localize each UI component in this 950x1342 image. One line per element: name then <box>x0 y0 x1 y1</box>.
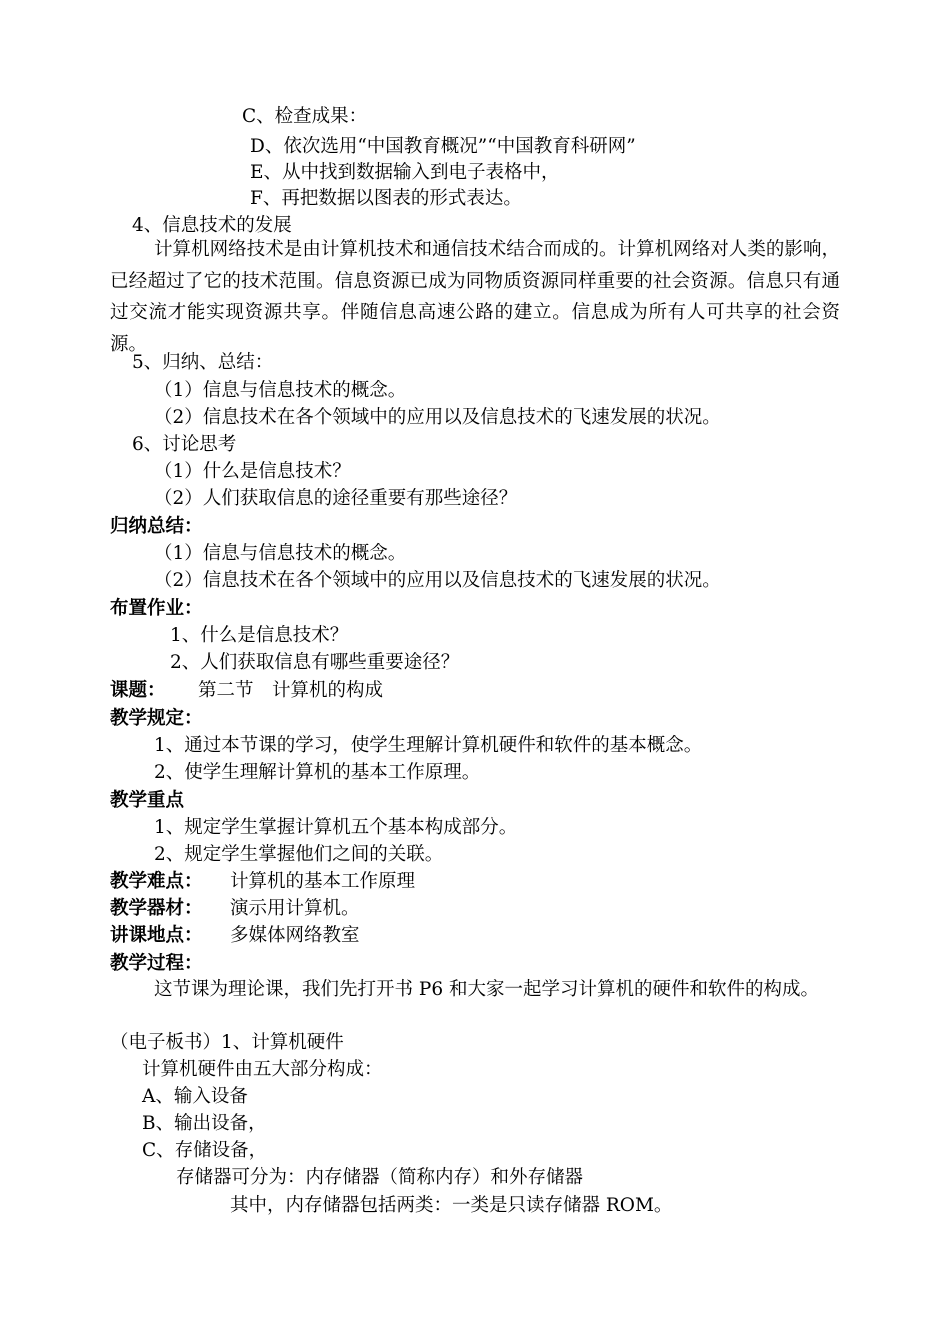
summary-item-2: （2）信息技术在各个领域中的应用以及信息技术的飞速发展的状况。 <box>154 570 721 591</box>
requirements-item-2: 2、使学生理解计算机的基本工作原理。 <box>154 762 481 783</box>
focus-item-2: 2、规定学生掌握他们之间的关联。 <box>154 844 444 865</box>
equipment-label: 教学器材： <box>110 898 203 919</box>
step-f-chart-data: F、再把数据以图表的形式表达。 <box>250 188 522 209</box>
section-5-title: 5、归纳、总结： <box>132 352 274 373</box>
hardware-item-a: A、输入设备 <box>142 1086 248 1107</box>
topic-label: 课题： <box>110 680 166 701</box>
difficulty-label: 教学难点： <box>110 871 203 892</box>
focus-item-1: 1、规定学生掌握计算机五个基本构成部分。 <box>154 817 518 838</box>
hardware-intro: 计算机硬件由五大部分构成： <box>142 1059 383 1080</box>
topic-value: 第二节 计算机的构成 <box>198 680 384 701</box>
difficulty-value: 计算机的基本工作原理 <box>230 871 416 892</box>
section-6-title: 6、讨论思考 <box>132 434 237 455</box>
process-paragraph: 这节课为理论课，我们先打开书 P6 和大家一起学习计算机的硬件和软件的构成。 <box>154 979 819 1000</box>
summary-item-1: （1）信息与信息技术的概念。 <box>154 543 407 564</box>
section-5-item-2: （2）信息技术在各个领域中的应用以及信息技术的飞速发展的状况。 <box>154 407 721 428</box>
hardware-item-b: B、输出设备， <box>142 1113 267 1134</box>
location-value: 多媒体网络教室 <box>230 925 360 946</box>
homework-item-1: 1、什么是信息技术？ <box>170 625 349 646</box>
equipment-value: 演示用计算机。 <box>230 898 360 919</box>
homework-item-2: 2、人们获取信息有哪些重要途径？ <box>170 652 460 673</box>
step-d-select-sites: D、依次选用“中国教育概况”“中国教育科研网” <box>250 136 636 157</box>
section-6-item-2: （2）人们获取信息的途径重要有那些途径？ <box>154 488 518 509</box>
summary-heading: 归纳总结： <box>110 516 203 537</box>
requirements-item-1: 1、通过本节课的学习，使学生理解计算机硬件和软件的基本概念。 <box>154 735 703 756</box>
section-6-item-1: （1）什么是信息技术？ <box>154 461 351 482</box>
step-e-input-data: E、从中找到数据输入到电子表格中， <box>250 162 560 183</box>
location-row <box>110 923 360 949</box>
equipment-row <box>110 896 360 922</box>
section-4-title: 4、信息技术的发展 <box>132 215 292 236</box>
process-heading: 教学过程： <box>110 953 203 974</box>
board-title: （电子板书）1、计算机硬件 <box>110 1032 344 1053</box>
storage-types: 存储器可分为：内存储器（简称内存）和外存储器 <box>176 1167 584 1188</box>
section-4-paragraph: 计算机网络技术是由计算机技术和通信技术结合而成的。计算机网络对人类的影响，已经超过了它的技术范围。信息资源已成为同物质资源同样重要的社会资源。信息只有通过交流才能实现资源共享。伴随信息高速公路的建立。信息成为所有人可共享的社会资源。 <box>110 239 840 355</box>
difficulty-row <box>110 869 415 895</box>
location-label: 讲课地点： <box>110 925 203 946</box>
memory-types: 其中，内存储器包括两类：一类是只读存储器 ROM。 <box>230 1195 673 1216</box>
section-5-item-1: （1）信息与信息技术的概念。 <box>154 380 407 401</box>
topic-row <box>110 678 383 704</box>
focus-heading: 教学重点 <box>110 790 185 811</box>
requirements-heading: 教学规定： <box>110 708 203 729</box>
homework-heading: 布置作业： <box>110 598 203 619</box>
hardware-item-c: C、存储设备， <box>142 1140 268 1161</box>
step-c-check-results: C、检查成果： <box>242 106 368 127</box>
